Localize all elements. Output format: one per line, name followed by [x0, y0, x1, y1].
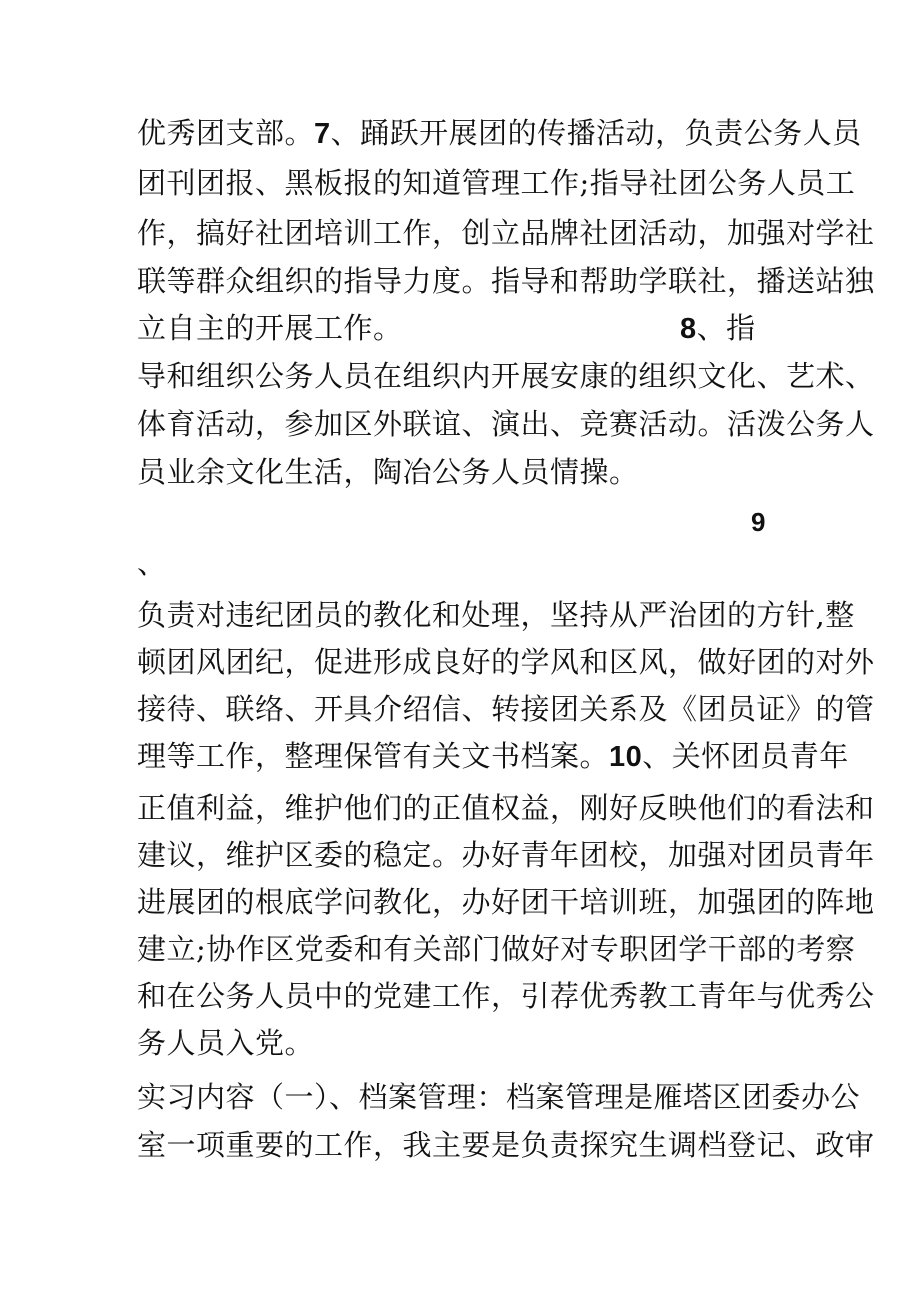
- paragraph-line: [137, 359, 875, 393]
- line-text: 进展团的根底学问教化，办好团干培训班，加强团的阵地: [137, 885, 875, 919]
- paragraph-line: [137, 692, 875, 726]
- line-text: 正值利益，维护他们的正值权益，刚好反映他们的看法和: [137, 791, 875, 825]
- line-text: 优秀团支部。: [137, 116, 315, 150]
- paragraph-line: [137, 455, 639, 489]
- paragraph-line: [137, 791, 875, 825]
- paragraph-line: [137, 166, 855, 200]
- item-8-tail: 、指: [696, 311, 756, 345]
- line-text: 团刊团报、黑板报的知道管理工作;指导社团公务人员工: [137, 166, 856, 200]
- paragraph-line: [137, 932, 855, 966]
- paragraph-line: [137, 407, 875, 441]
- line-text: 顿团风团纪，促进形成良好的学风和区风，做好团的对外: [137, 645, 875, 679]
- line-text: 实习内容（一）、档案管理：档案管理是雁塔区团委办公: [137, 1080, 861, 1114]
- line-text: 立自主的开展工作。: [137, 311, 403, 345]
- line-text: 员业余文化生活，陶冶公务人员情操。: [137, 455, 639, 489]
- item-9-mark: 、: [137, 546, 167, 580]
- line-text: 体育活动，参加区外联谊、演出、竞赛活动。活泼公务人: [137, 407, 875, 441]
- paragraph-line: [137, 1026, 314, 1060]
- item-number: 10: [609, 741, 643, 773]
- paragraph-line: [137, 885, 875, 919]
- paragraph-line: [137, 979, 875, 1013]
- paragraph-line: [137, 264, 875, 298]
- line-text: 和在公务人员中的党建工作，引荐优秀教工青年与优秀公: [137, 979, 875, 1013]
- line-text: 建议，维护区委的稳定。办好青年团校，加强对团员青年: [137, 838, 875, 872]
- line-text: 、踊跃开展团的传播活动，负责公务人员: [330, 116, 862, 150]
- paragraph-line: [137, 1080, 860, 1114]
- line-text: 建立;协作区党委和有关部门做好对专职团学干部的考察: [137, 932, 856, 966]
- paragraph-line: [137, 116, 862, 151]
- paragraph-line: [137, 739, 849, 774]
- line-text: 室一项重要的工作，我主要是负责探究生调档登记、政审: [137, 1128, 875, 1162]
- item-8-marker: [680, 311, 756, 346]
- paragraph-line: [137, 838, 875, 872]
- paragraph-line: [137, 1128, 875, 1162]
- line-text: 接待、联络、开具介绍信、转接团关系及《团员证》的管: [137, 692, 875, 726]
- line-text: 导和组织公务人员在组织内开展安康的组织文化、艺术、: [137, 359, 875, 393]
- paragraph-line: [137, 311, 403, 345]
- line-text: 作，搞好社团培训工作，创立品牌社团活动，加强对学社: [137, 216, 875, 250]
- paragraph-line: [137, 598, 855, 632]
- item-9-number: 9: [751, 507, 766, 537]
- paragraph-line: [137, 216, 875, 250]
- item-number: 8: [680, 313, 697, 345]
- line-text: 联等群众组织的指导力度。指导和帮助学联社，播送站独: [137, 264, 875, 298]
- item-number: 7: [314, 118, 331, 150]
- line-text: 理等工作，整理保管有关文书档案。: [137, 739, 610, 773]
- line-text: 负责对违纪团员的教化和处理，坚持从严治团的方针,整: [137, 598, 855, 632]
- line-text: 、关怀团员青年: [642, 739, 849, 773]
- line-text: 务人员入党。: [137, 1026, 315, 1060]
- paragraph-line: [137, 645, 875, 679]
